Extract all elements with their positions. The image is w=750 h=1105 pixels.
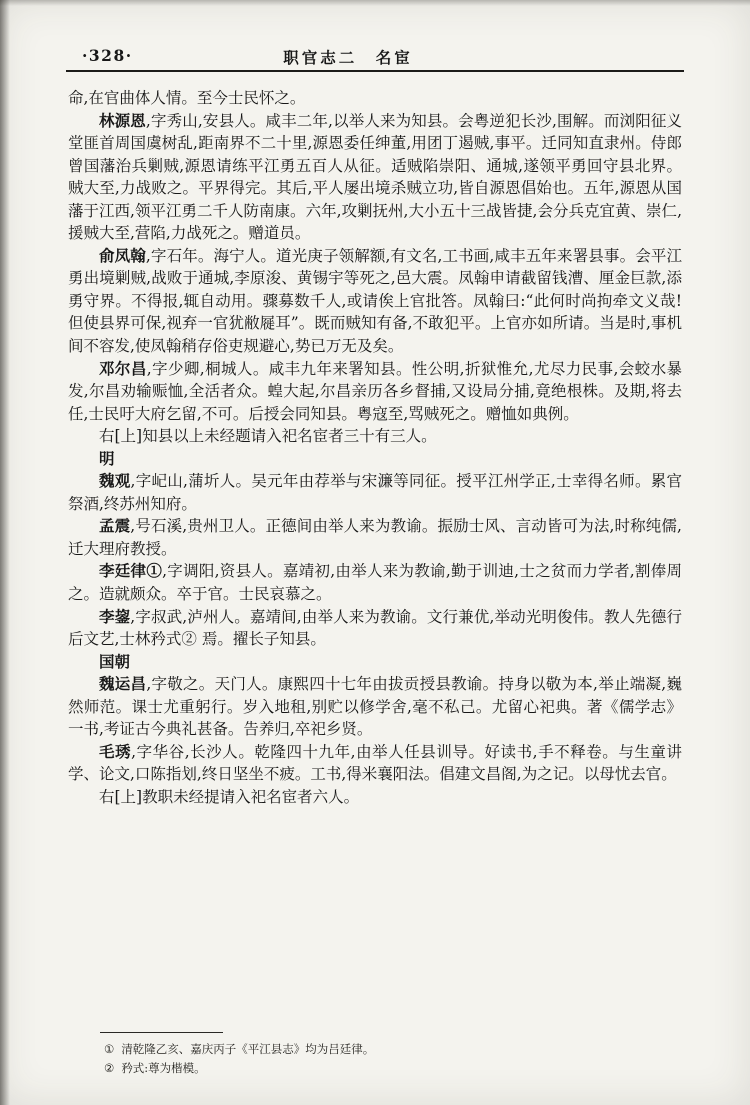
paragraph: 李鋆,字叔武,泸州人。嘉靖间,由举人来为教谕。文行兼优,举动光明俊伟。教人先德行后文艺,士林矜式② 焉。擢长子知县。 [68,606,682,649]
paragraph: 右[上]教职未经提请入祀名宦者六人。 [99,787,360,806]
paragraph: 俞凤翰,字石年。海宁人。道光庚子领解额,有文名,工书画,咸丰五年来署县事。会平江勇出境剿贼,战败于通城,李原浚、黄锡宇等死之,邑大震。凤翰申请截留钱漕、厘金巨款,添勇守界。不得报,辄自动用。骤募数千人,或请俟上官批答。凤翰曰:“此何时尚拘牵文义哉! 但使县界可保,视弃一官犹敝屣耳”。既而贼知有备,不敢犯平。上官亦如所请。当是时,事机间不容发,使凤翰稍存俗吏规避心,势已万无及矣。 [68,245,682,356]
paragraph: 右[上]知县以上未经题请入祀名宦者三十有三人。 [99,427,437,446]
person-name: 毛琇 [99,741,132,761]
section-heading: 国朝 [99,651,131,671]
person-name: 魏运昌 [99,674,147,694]
person-name: 孟震 [99,516,131,536]
person-name: 李鋆 [99,606,131,626]
scan-left-edge-shadow [0,0,10,1105]
footnote-marker: ② [104,1061,115,1075]
scan-top-edge-shadow [0,0,750,6]
footnote-text: 矜式:尊为楷模。 [121,1061,206,1075]
paragraph: 李廷律①,字调阳,资县人。嘉靖初,由举人来为教谕,勤于训迪,士之贫而力学者,割俸周之。造就颇众。卒于官。士民哀慕之。 [68,561,682,604]
paragraph: 邓尔昌,字少卿,桐城人。咸丰九年来署知县。性公明,折狱惟允,尤尽力民事,会蛟水暴发,尔昌劝输赈恤,全活者众。蝗大起,尔昌亲历各乡督捕,又设局分捕,竟绝根株。及期,将去任,士民吁大府乞留,不可。后授会同知县。粤寇至,骂贼死之。赠恤如典例。 [68,358,682,423]
person-name: 俞凤翰 [99,245,146,265]
person-name: 李廷律① [99,561,163,581]
footnote-text: 清乾隆乙亥、嘉庆丙子《平江县志》均为吕廷律。 [121,1042,375,1056]
paragraph: 林源恩,字秀山,安县人。咸丰二年,以举人来为知县。会粤逆犯长沙,围解。而浏阳征义堂匪首周国虞树乱,距南界不二十里,源恩委任绅董,用团丁遏贼,事平。迁同知直隶州。侍郎曾国藩治兵剿贼,源恩请练平江勇五百人从征。适贼陷崇阳、通城,遂领平勇回守县北界。贼大至,力战败之。平界得完。其后,平人屡出境杀贼立功,皆自源恩倡始也。五年,源恩从国藩于江西,领平江勇二千人防南康。六年,攻剿抚州,大小五十三战皆捷,会分兵克宜黄、崇仁,援贼大至,营陷,力战死之。赠道员。 [68,110,682,243]
page-header [68,46,684,68]
paragraph: 毛琇,字华谷,长沙人。乾隆四十九年,由举人任县训导。好读书,手不释卷。与生童讲学、论文,口陈指划,终日坚坐不疲。工书,得米襄阳法。倡建文昌阁,为之记。以母忧去官。 [68,741,682,784]
paragraph: 孟震,号石溪,贵州卫人。正德间由举人来为教谕。振励士风、言动皆可为法,时称纯儒,迁大理府教授。 [68,516,682,558]
page-number: ·328· [82,46,133,65]
footnote-marker: ① [104,1042,115,1056]
footnote-item [104,1040,670,1059]
person-name: 邓尔昌 [99,358,147,378]
page-title: 职官志二 名宦 [283,48,413,67]
paragraph: 魏观,字屺山,蒲圻人。吴元年由荐举与宋濂等同征。授平江州学正,士幸得名师。累官祭酒,终苏州知府。 [68,471,682,513]
person-name: 魏观 [99,471,131,491]
paragraph: 魏运昌,字敬之。天门人。康熙四十七年由拔贡授县教谕。持身以敬为本,举止端凝,巍然师范。课士尤重躬行。岁入地租,别贮以修学舍,毫不私己。尤留心祀典。著《儒学志》一书,考证古今典礼甚备。告养归,卒祀乡贤。 [68,674,682,739]
footnotes-block [90,1032,670,1078]
paragraph: 命,在官曲体人情。至今士民怀之。 [68,89,306,107]
footnote-list [90,1040,670,1078]
footnote-divider [100,1032,223,1033]
section-heading: 明 [99,448,115,468]
body-text [68,87,682,809]
footnote-item [104,1059,670,1078]
person-name: 林源恩 [99,110,146,130]
header-rule [66,70,684,72]
